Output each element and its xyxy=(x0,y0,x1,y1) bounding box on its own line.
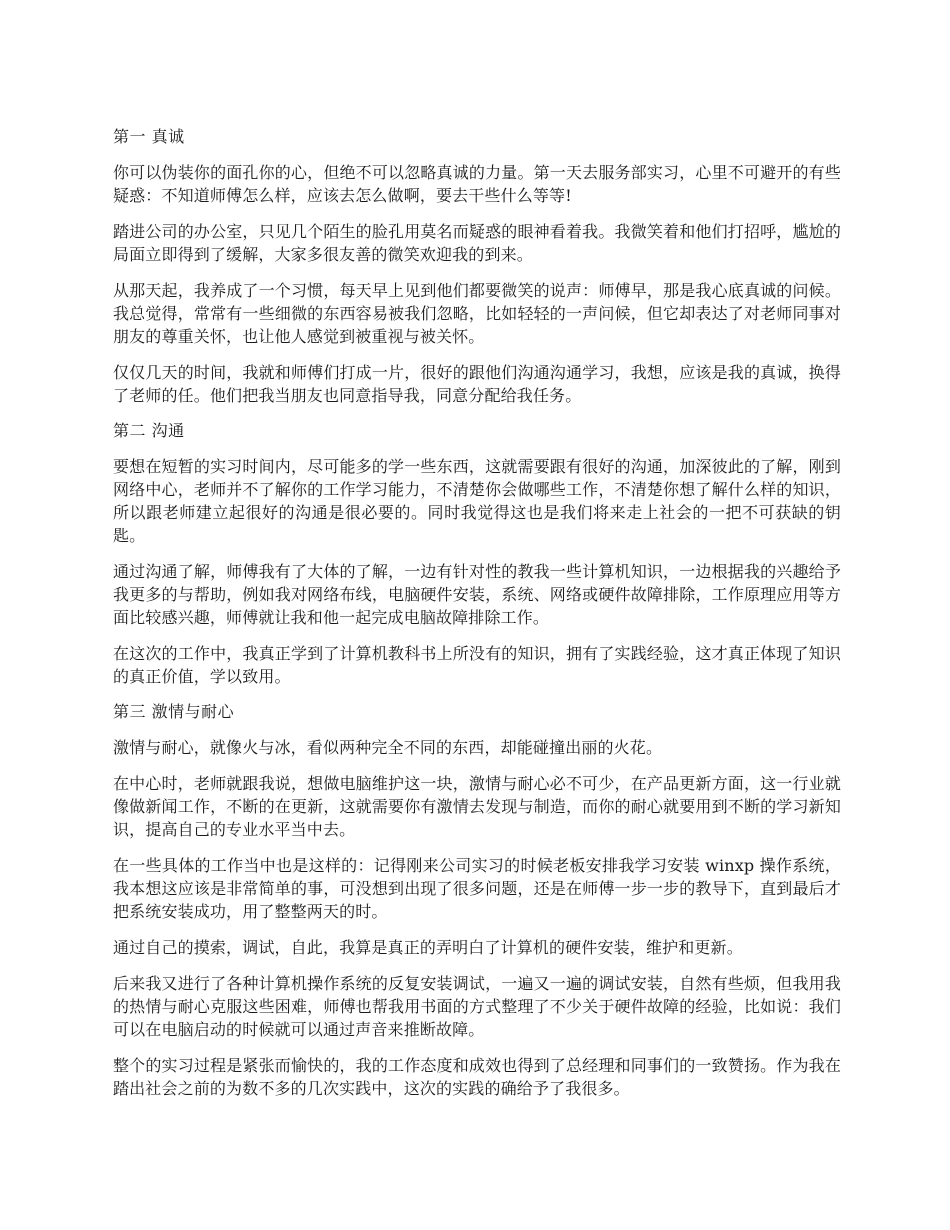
section-heading-communication: 第二 沟通 xyxy=(113,421,185,440)
section-heading-passion-patience: 第三 激情与耐心 xyxy=(113,702,235,721)
document-body xyxy=(113,120,841,1113)
paragraph: 后来我又进行了各种计算机操作系统的反复安装调试，一遍又一遍的调试安装，自然有些烦，但我用我的热情与耐心克服这些困难，师傅也帮我用书面的方式整理了不少关于硬件故障的经验，比如说：我们可以在电脑启动的时候就可以通过声音来推断故障。 xyxy=(113,974,841,1039)
paragraph: 你可以伪装你的面孔你的心，但绝不可以忽略真诚的力量。第一天去服务部实习，心里不可避开的有些疑惑：不知道师傅怎么样，应该去怎么做啊，要去干些什么等等! xyxy=(113,163,841,205)
paragraph: 整个的实习过程是紧张而愉快的，我的工作态度和成效也得到了总经理和同事们的一致赞扬。作为我在踏出社会之前的为数不多的几次实践中，这次的实践的确给予了我很多。 xyxy=(113,1056,841,1098)
paragraph: 在一些具体的工作当中也是这样的：记得刚来公司实习的时候老板安排我学习安装 winxp 操作系统，我本想这应该是非常简单的事，可没想到出现了很多问题，还是在师傅一步一步的教导下，直到最后才把系统安装成功，用了整整两天的时。 xyxy=(113,856,841,921)
paragraph: 在中心时，老师就跟我说，想做电脑维护这一块，激情与耐心必不可少，在产品更新方面，这一行业就像做新闻工作，不断的在更新，这就需要你有激情去发现与制造，而你的耐心就要用到不断的学习新知识，提高自己的专业水平当中去。 xyxy=(113,774,841,839)
paragraph: 激情与耐心，就像火与冰，看似两种完全不同的东西，却能碰撞出丽的火花。 xyxy=(113,738,663,757)
paragraph: 仅仅几天的时间，我就和师傅们打成一片，很好的跟他们沟通沟通学习，我想，应该是我的真诚，换得了老师的任。他们把我当朋友也同意指导我，同意分配给我任务。 xyxy=(113,363,841,405)
section-heading-sincerity: 第一 真诚 xyxy=(113,127,185,146)
paragraph: 通过自己的摸索，调试，自此，我算是真正的弄明白了计算机的硬件安装，维护和更新。 xyxy=(113,938,743,957)
paragraph: 从那天起，我养成了一个习惯，每天早上见到他们都要微笑的说声：师傅早，那是我心底真诚的问候。我总觉得，常常有一些细微的东西容易被我们忽略，比如轻轻的一声问候，但它却表达了对老师同事对朋友的尊重关怀，也让他人感觉到被重视与被关怀。 xyxy=(113,281,841,346)
paragraph: 要想在短暂的实习时间内，尽可能多的学一些东西，这就需要跟有很好的沟通，加深彼此的了解，刚到网络中心，老师并不了解你的工作学习能力，不清楚你会做哪些工作，不清楚你想了解什么样的知识，所以跟老师建立起很好的沟通是很必要的。同时我觉得这也是我们将来走上社会的一把不可获缺的钥匙。 xyxy=(113,457,841,545)
paragraph: 在这次的工作中，我真正学到了计算机教科书上所没有的知识，拥有了实践经验，这才真正体现了知识的真正价值，学以致用。 xyxy=(113,644,841,686)
paragraph: 通过沟通了解，师傅我有了大体的了解，一边有针对性的教我一些计算机知识，一边根据我的兴趣给予我更多的与帮助，例如我对网络布线，电脑硬件安装，系统、网络或硬件故障排除，工作原理应用等方面比较感兴趣，师傅就让我和他一起完成电脑故障排除工作。 xyxy=(113,562,841,627)
paragraph: 踏进公司的办公室，只见几个陌生的脸孔用莫名而疑惑的眼神看着我。我微笑着和他们打招呼，尴尬的局面立即得到了缓解，大家多很友善的微笑欢迎我的到来。 xyxy=(113,222,841,264)
